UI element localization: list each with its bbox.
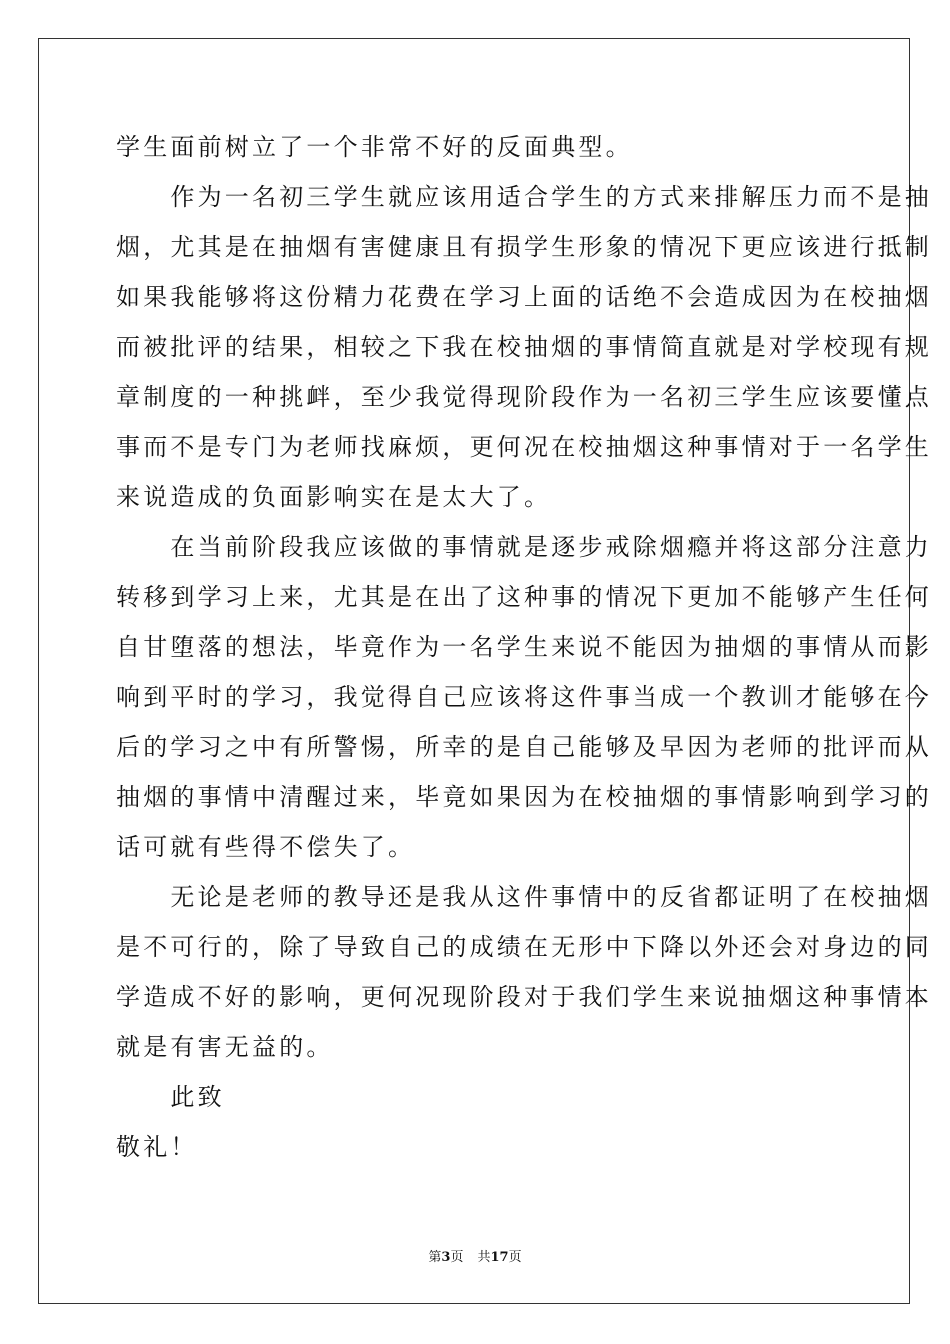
body-line-14: 抽烟的事情中清醒过来，毕竟如果因为在校抽烟的事情影响到学习的 bbox=[116, 783, 932, 811]
body-line-18: 学造成不好的影响，更何况现阶段对于我们学生来说抽烟这种事情本 bbox=[116, 983, 932, 1011]
body-line-16: 无论是老师的教导还是我从这件事情中的反省都证明了在校抽烟 bbox=[116, 883, 932, 911]
body-line-9: 在当前阶段我应该做的事情就是逐步戒除烟瘾并将这部分注意力 bbox=[116, 533, 932, 561]
body-line-19: 就是有害无益的。 bbox=[116, 1033, 334, 1061]
body-line-4: 如果我能够将这份精力花费在学习上面的话绝不会造成因为在校抽烟 bbox=[116, 283, 932, 311]
closing-regards: 敬礼！ bbox=[116, 1133, 198, 1161]
body-line-15: 话可就有些得不偿失了。 bbox=[116, 833, 416, 861]
total-suffix: 页 bbox=[508, 1250, 522, 1265]
page-suffix: 页 bbox=[450, 1250, 464, 1265]
body-line-5: 而被批评的结果，相较之下我在校抽烟的事情简直就是对学校现有规 bbox=[116, 333, 932, 361]
body-line-13: 后的学习之中有所警惕，所幸的是自己能够及早因为老师的批评而从 bbox=[116, 733, 932, 761]
body-line-17: 是不可行的，除了导致自己的成绩在无形中下降以外还会对身边的同 bbox=[116, 933, 932, 961]
body-line-2: 作为一名初三学生就应该用适合学生的方式来排解压力而不是抽 bbox=[116, 183, 932, 211]
page-number: 3 bbox=[441, 1250, 451, 1265]
total-prefix: 共 bbox=[477, 1250, 491, 1265]
body-line-12: 响到平时的学习，我觉得自己应该将这件事当成一个教训才能够在今 bbox=[116, 683, 932, 711]
body-line-10: 转移到学习上来，尤其是在出了这种事的情况下更加不能够产生任何 bbox=[116, 583, 932, 611]
letter-body bbox=[116, 127, 932, 1177]
total-pages: 17 bbox=[490, 1250, 509, 1265]
closing-salutation: 此致 bbox=[116, 1083, 225, 1111]
body-line-1: 学生面前树立了一个非常不好的反面典型。 bbox=[116, 133, 633, 161]
body-line-3: 烟，尤其是在抽烟有害健康且有损学生形象的情况下更应该进行抵制 bbox=[116, 233, 932, 261]
body-line-8: 来说造成的负面影响实在是太大了。 bbox=[116, 483, 552, 511]
body-line-11: 自甘堕落的想法，毕竟作为一名学生来说不能因为抽烟的事情从而影 bbox=[116, 633, 932, 661]
body-line-6: 章制度的一种挑衅，至少我觉得现阶段作为一名初三学生应该要懂点 bbox=[116, 383, 932, 411]
body-line-7: 事而不是专门为老师找麻烦，更何况在校抽烟这种事情对于一名学生 bbox=[116, 433, 932, 461]
page-prefix: 第 bbox=[428, 1250, 442, 1265]
page-footer bbox=[0, 1246, 950, 1265]
